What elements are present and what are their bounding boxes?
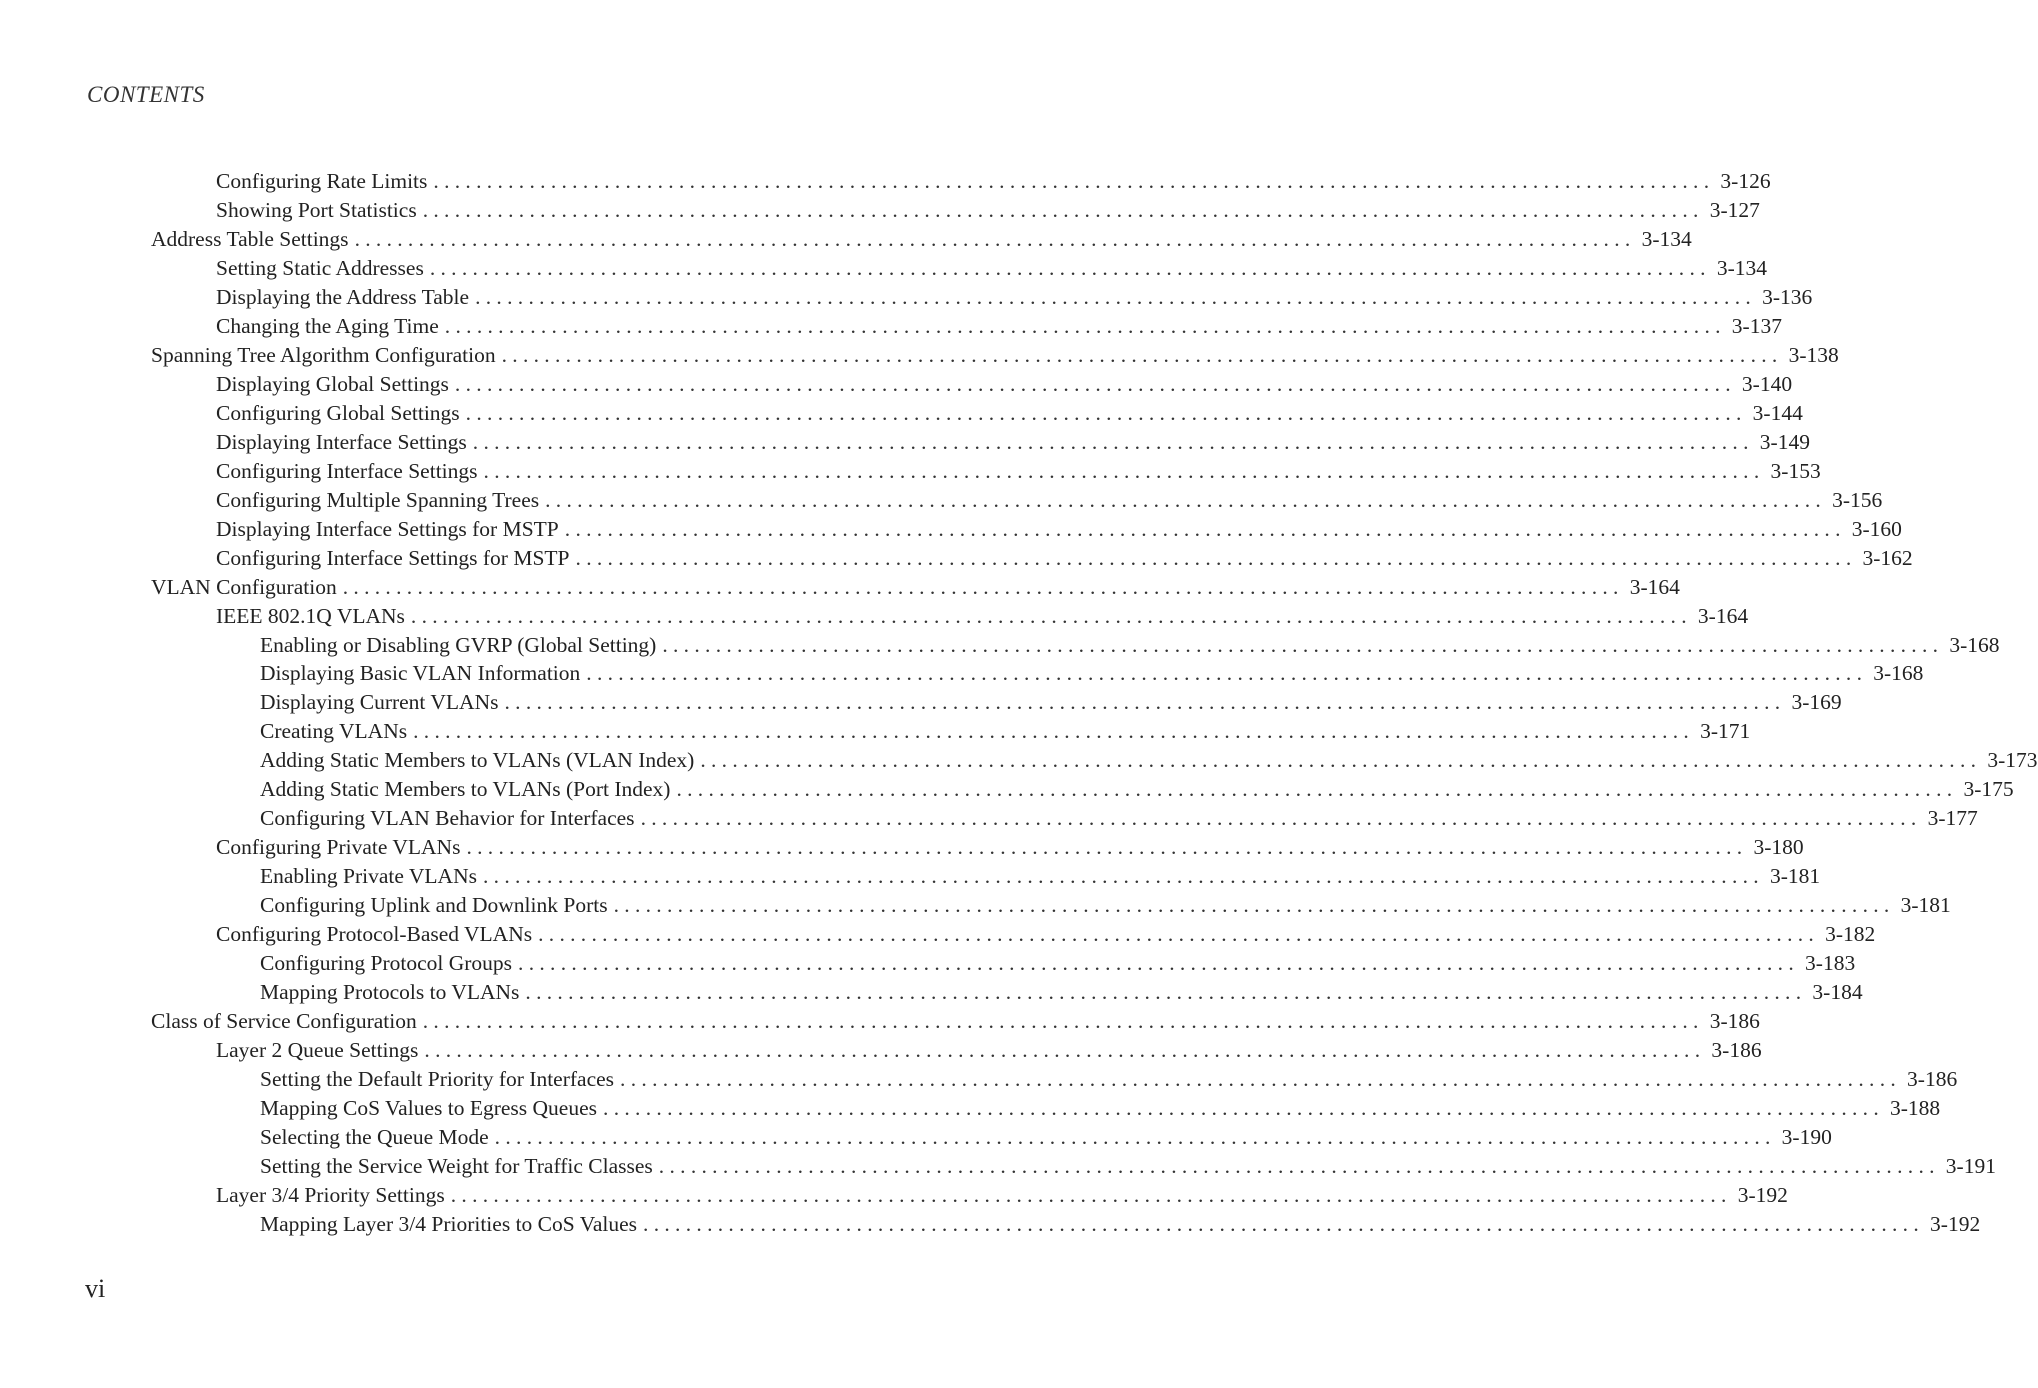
toc-entry[interactable]: [216, 833, 1804, 862]
toc-entry-title: Enabling Private VLANs: [260, 864, 477, 889]
dot-leader: ........................................................................................................................: [538, 922, 1820, 947]
toc-entry[interactable]: [260, 804, 1978, 833]
toc-entry-title: Mapping Protocols to VLANs: [260, 980, 520, 1005]
toc-entry-page: 3-180: [1753, 835, 1804, 860]
running-header: [87, 82, 205, 108]
toc-entry-page: 3-188: [1890, 1096, 1941, 1121]
dot-leader: ........................................................................................................................: [422, 197, 1704, 222]
dot-leader: ........................................................................................................................: [465, 400, 1747, 425]
dot-leader: ........................................................................................................................: [444, 313, 1726, 338]
dot-leader: ........................................................................................................................: [450, 1182, 1732, 1207]
toc-entry-page: 3-164: [1697, 603, 1749, 628]
toc-entry-title: Mapping Layer 3/4 Priorities to CoS Values: [260, 1211, 638, 1236]
toc-entry[interactable]: [260, 717, 1751, 746]
toc-entry-page: 3-177: [1927, 806, 1978, 831]
toc-entry[interactable]: [260, 659, 1924, 688]
toc-entry-title: Mapping CoS Values to Egress Queues: [260, 1096, 598, 1121]
dot-leader: ........................................................................................................................: [640, 806, 1922, 831]
dot-leader: ........................................................................................................................: [454, 371, 1736, 396]
toc-entry[interactable]: [216, 1036, 1762, 1065]
dot-leader: ........................................................................................................................: [466, 835, 1748, 860]
dot-leader: ........................................................................................................................: [433, 169, 1715, 193]
toc-entry-title: Setting the Default Priority for Interfaces: [260, 1067, 615, 1092]
toc-entry-page: 3-186: [1711, 1038, 1762, 1063]
toc-entry-page: 3-186: [1907, 1067, 1958, 1092]
toc-entry-title: Layer 3/4 Priority Settings: [216, 1182, 445, 1207]
toc-entry-title: Displaying Interface Settings for MSTP: [216, 516, 559, 541]
toc-entry-page: 3-175: [1963, 777, 2014, 802]
toc-entry-page: 3-169: [1791, 690, 1842, 715]
dot-leader: ........................................................................................................................: [545, 487, 1827, 512]
toc-entry[interactable]: [216, 602, 1749, 631]
toc-entry-title: Adding Static Members to VLANs (VLAN Index): [260, 748, 695, 773]
dot-leader: ........................................................................................................................: [413, 719, 1695, 744]
toc-entry-title: Class of Service Configuration: [151, 1009, 417, 1034]
dot-leader: ........................................................................................................................: [422, 1009, 1704, 1034]
toc-entry-title: Layer 2 Queue Settings: [216, 1038, 419, 1063]
toc-entry-title: Configuring Protocol Groups: [260, 951, 513, 976]
dot-leader: ........................................................................................................................: [424, 1038, 1706, 1063]
dot-leader: ........................................................................................................................: [676, 777, 1958, 802]
toc-entry-title: Adding Static Members to VLANs (Port Index): [260, 777, 671, 802]
dot-leader: ........................................................................................................................: [518, 951, 1800, 976]
toc-entry[interactable]: [260, 1152, 1996, 1181]
toc-entry-page: 3-160: [1851, 516, 1902, 541]
toc-entry-title: Address Table Settings: [151, 226, 349, 251]
toc-entry-page: 3-144: [1752, 400, 1803, 425]
toc-entry-page: 3-182: [1825, 922, 1876, 947]
toc-entry-page: 3-134: [1641, 226, 1692, 251]
toc-entry[interactable]: [260, 1094, 1941, 1123]
toc-entry-title: Spanning Tree Algorithm Configuration: [151, 342, 496, 367]
dot-leader: ........................................................................................................................: [525, 980, 1807, 1005]
toc-entry-page: 3-171: [1700, 719, 1751, 744]
toc-entry[interactable]: [151, 1007, 1760, 1036]
dot-leader: ........................................................................................................................: [700, 748, 1982, 773]
dot-leader: ........................................................................................................................: [472, 429, 1754, 454]
toc-entry-page: 3-127: [1709, 197, 1760, 222]
toc-entry-page: 3-192: [1737, 1182, 1788, 1207]
toc-entry[interactable]: [260, 1123, 1832, 1152]
toc-entry-title: Configuring Global Settings: [216, 400, 460, 425]
toc-entry-title: Displaying Basic VLAN Information: [260, 661, 581, 686]
toc-entry-page: 3-191: [1945, 1153, 1996, 1178]
dot-leader: ........................................................................................................................: [620, 1067, 1902, 1092]
dot-leader: ........................................................................................................................: [564, 516, 1846, 541]
toc-entry-title: Creating VLANs: [260, 719, 408, 744]
toc-entry-title: VLAN Configuration: [151, 574, 337, 599]
toc-entry-page: 3-184: [1812, 980, 1863, 1005]
toc-entry-title: Configuring Interface Settings for MSTP: [216, 545, 570, 570]
dot-leader: ........................................................................................................................: [586, 661, 1868, 686]
toc-entry[interactable]: [216, 486, 1883, 515]
toc-entry[interactable]: [216, 515, 1902, 544]
toc-entry[interactable]: [260, 1065, 1958, 1094]
toc-entry-title: Configuring Private VLANs: [216, 835, 461, 860]
dot-leader: ........................................................................................................................: [575, 545, 1857, 570]
toc-entry-title: Enabling or Disabling GVRP (Global Setting): [260, 632, 657, 657]
toc-entry-page: 3-136: [1762, 284, 1813, 309]
toc-entry-page: 3-168: [1873, 661, 1924, 686]
toc-entry[interactable]: [151, 341, 1839, 370]
toc-entry-page: 3-186: [1709, 1009, 1760, 1034]
toc-entry[interactable]: [216, 254, 1767, 283]
dot-leader: ........................................................................................................................: [662, 632, 1944, 657]
toc-entry-title: Configuring VLAN Behavior for Interfaces: [260, 806, 635, 831]
toc-entry-page: 3-181: [1900, 893, 1951, 918]
toc-entry-page: 3-183: [1805, 951, 1856, 976]
toc-entry-page: 3-168: [1949, 632, 2000, 657]
dot-leader: ........................................................................................................................: [354, 226, 1636, 251]
toc-entry-page: 3-138: [1788, 342, 1839, 367]
toc-entry[interactable]: [260, 631, 2000, 660]
toc-entry-title: Configuring Multiple Spanning Trees: [216, 487, 540, 512]
toc-entry[interactable]: [216, 312, 1782, 341]
toc-entry[interactable]: [260, 862, 1821, 891]
toc-entry[interactable]: [216, 283, 1813, 312]
toc-entry-page: 3-156: [1832, 487, 1883, 512]
toc-entry-title: Displaying the Address Table: [216, 284, 470, 309]
toc-entry[interactable]: [216, 1181, 1788, 1210]
toc-entry[interactable]: [260, 949, 1856, 978]
toc-entry[interactable]: [216, 544, 1913, 573]
toc-entry[interactable]: [216, 196, 1760, 225]
page-number: vi: [85, 1274, 106, 1303]
toc-entry[interactable]: [151, 225, 1692, 254]
toc-entry-page: 3-181: [1769, 864, 1821, 889]
toc-entry-title: Showing Port Statistics: [216, 197, 417, 222]
toc-entry-title: Configuring Uplink and Downlink Ports: [260, 893, 608, 918]
toc-entry-title: Selecting the Queue Mode: [260, 1125, 489, 1149]
toc-entry-title: IEEE 802.1Q VLANs: [216, 603, 405, 628]
dot-leader: ........................................................................................................................: [494, 1125, 1776, 1149]
toc-entry[interactable]: [260, 775, 2014, 804]
dot-leader: ........................................................................................................................: [482, 864, 1764, 889]
toc-entry-page: 3-173: [1987, 748, 2038, 773]
dot-leader: ........................................................................................................................: [603, 1096, 1885, 1121]
toc-entry-page: 3-149: [1759, 429, 1810, 454]
running-header-initial: C: [87, 82, 103, 107]
toc-entry-title: Displaying Interface Settings: [216, 429, 467, 454]
dot-leader: ........................................................................................................................: [643, 1211, 1925, 1236]
toc-entry-title: Configuring Rate Limits: [216, 169, 428, 193]
toc-entry-page: 3-164: [1629, 574, 1680, 599]
toc-entry[interactable]: [260, 1210, 1981, 1239]
toc-entry-page: 3-153: [1770, 458, 1821, 483]
dot-leader: ........................................................................................................................: [475, 284, 1757, 309]
toc-entry-page: 3-162: [1862, 545, 1913, 570]
toc-entry[interactable]: [216, 399, 1803, 428]
toc-entry[interactable]: [260, 746, 2038, 775]
toc-entry-title: Setting Static Addresses: [216, 255, 424, 280]
toc-entry[interactable]: [151, 573, 1680, 602]
toc-entry-title: Displaying Current VLANs: [260, 690, 499, 715]
dot-leader: ........................................................................................................................: [429, 255, 1711, 280]
dot-leader: ........................................................................................................................: [504, 690, 1786, 715]
toc-entry-title: Changing the Aging Time: [216, 313, 439, 338]
toc-entry-page: 3-140: [1741, 371, 1793, 396]
toc-entry-page: 3-192: [1930, 1211, 1981, 1236]
toc-entry[interactable]: [216, 920, 1876, 949]
toc-entry[interactable]: [216, 428, 1810, 457]
toc-entry[interactable]: [260, 978, 1863, 1007]
dot-leader: ........................................................................................................................: [342, 574, 1624, 599]
toc-entry-title: Setting the Service Weight for Traffic Classes: [260, 1153, 653, 1178]
dot-leader: ........................................................................................................................: [501, 342, 1783, 367]
toc-entry-title: Configuring Interface Settings: [216, 458, 478, 483]
toc-entry[interactable]: [216, 457, 1821, 486]
dot-leader: ........................................................................................................................: [483, 458, 1765, 483]
toc-entry-page: 3-137: [1731, 313, 1782, 338]
dot-leader: ........................................................................................................................: [658, 1153, 1940, 1178]
toc-entry[interactable]: [216, 370, 1793, 399]
toc-entry-page: 3-190: [1781, 1125, 1832, 1149]
dot-leader: ........................................................................................................................: [613, 893, 1895, 918]
dot-leader: ........................................................................................................................: [410, 603, 1692, 628]
toc-entry-title: Configuring Protocol-Based VLANs: [216, 922, 533, 947]
toc-entry[interactable]: [260, 688, 1842, 717]
toc-entry[interactable]: [260, 891, 1951, 920]
toc-entry-title: Displaying Global Settings: [216, 371, 449, 396]
toc-entry[interactable]: [216, 167, 1771, 196]
running-header-rest: ONTENTS: [102, 82, 205, 107]
toc-entry-page: 3-134: [1716, 255, 1767, 280]
toc-entry-page: 3-126: [1720, 169, 1771, 193]
